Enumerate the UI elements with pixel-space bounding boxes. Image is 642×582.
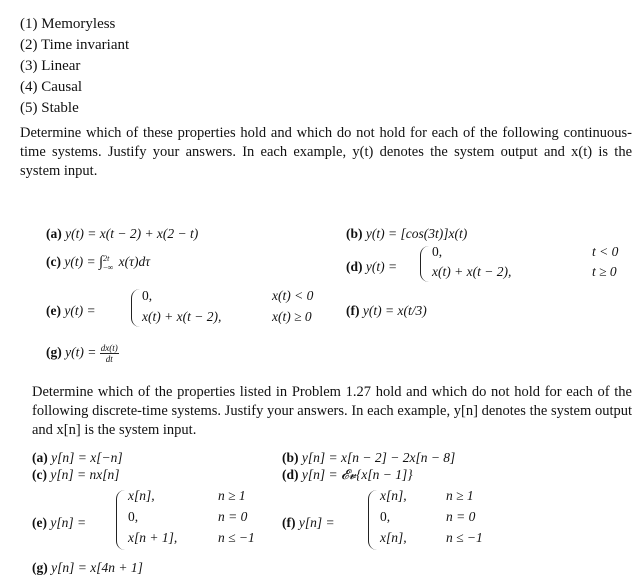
dt-f-brace	[368, 490, 377, 550]
ct-d-cond2: t ≥ 0	[592, 264, 617, 279]
ct-system-g: (g) y(t) = $\frac{dx(t)}{dt}$	[46, 343, 118, 364]
ct-e-case1: 0,	[142, 288, 153, 303]
dt-f-cond1: n ≥ 1	[446, 488, 474, 503]
ct-e-cond1: x(t) < 0	[272, 288, 314, 303]
dt-system-e: (e) y[n] =	[32, 515, 87, 530]
dt-instructions: Determine which of the properties listed in Problem 1.27 hold and which do not hold for each of the following discrete-time systems. Justify your answers. In each example, y[n] denotes the system output and x[n] is the system input.	[32, 384, 632, 438]
dt-f-case3: x[n],	[380, 530, 407, 545]
ct-system-b: (b) y(t) = [cos(3t)]x(t)	[346, 226, 468, 241]
ct-system-c: (c) y(t) = ∫ 2t −∞ x(τ)dτ	[46, 254, 151, 272]
dt-f-case2: 0,	[380, 509, 391, 524]
dt-f-cond3: n ≤ −1	[446, 530, 483, 545]
property-stable: (5) Stable	[20, 100, 79, 116]
dt-system-a: (a) y[n] = x[−n]	[32, 450, 123, 465]
ct-d-case1: 0,	[432, 244, 443, 259]
dt-e-cond1: n ≥ 1	[218, 488, 246, 503]
dt-f-case1: x[n],	[380, 488, 407, 503]
property-linear: (3) Linear	[20, 58, 81, 74]
ct-e-brace	[131, 289, 140, 327]
property-memoryless: (1) Memoryless	[20, 16, 116, 32]
derivative-fraction: $\frac{dx(t)}{dt}$	[100, 343, 118, 364]
integral-sign: ∫	[98, 254, 104, 271]
property-time-invariant: (2) Time invariant	[20, 37, 130, 53]
ct-d-case2: x(t) + x(t − 2),	[432, 264, 512, 279]
dt-system-d: (d) y[n] = 𝓔𝓿{x[n − 1]}	[282, 467, 413, 482]
ct-system-e: (e) y(t) =	[46, 303, 96, 318]
dt-system-b: (b) y[n] = x[n − 2] − 2x[n − 8]	[282, 450, 456, 465]
dt-e-case2: 0,	[128, 509, 139, 524]
ct-d-cond1: t < 0	[592, 244, 619, 259]
integral-upper-limit: 2t	[103, 254, 110, 263]
dt-e-case1: x[n],	[128, 488, 155, 503]
dt-system-g: (g) y[n] = x[4n + 1]	[32, 560, 143, 575]
ct-system-f: (f) y(t) = x(t/3)	[346, 303, 427, 318]
ct-d-brace	[420, 246, 429, 282]
integral-lower-limit: −∞	[103, 263, 114, 272]
dt-e-brace	[116, 490, 125, 550]
dt-system-f: (f) y[n] =	[282, 515, 335, 530]
dt-e-case3: x[n + 1],	[128, 530, 178, 545]
dt-e-cond2: n = 0	[218, 509, 248, 524]
ct-instructions: Determine which of these properties hold and which do not hold for each of the following continuous-time systems. Justify your answers. In each example, y(t) denotes the system output and x(t) is the system input.	[20, 125, 632, 179]
ct-system-d: (d) y(t) =	[346, 259, 398, 274]
ct-system-a: (a) y(t) = x(t − 2) + x(2 − t)	[46, 226, 199, 241]
dt-system-c: (c) y[n] = nx[n]	[32, 467, 120, 482]
ct-e-case2: x(t) + x(t − 2),	[142, 309, 222, 324]
dt-f-cond2: n = 0	[446, 509, 476, 524]
dt-e-cond3: n ≤ −1	[218, 530, 255, 545]
ct-e-cond2: x(t) ≥ 0	[272, 309, 312, 324]
property-causal: (4) Causal	[20, 79, 83, 95]
